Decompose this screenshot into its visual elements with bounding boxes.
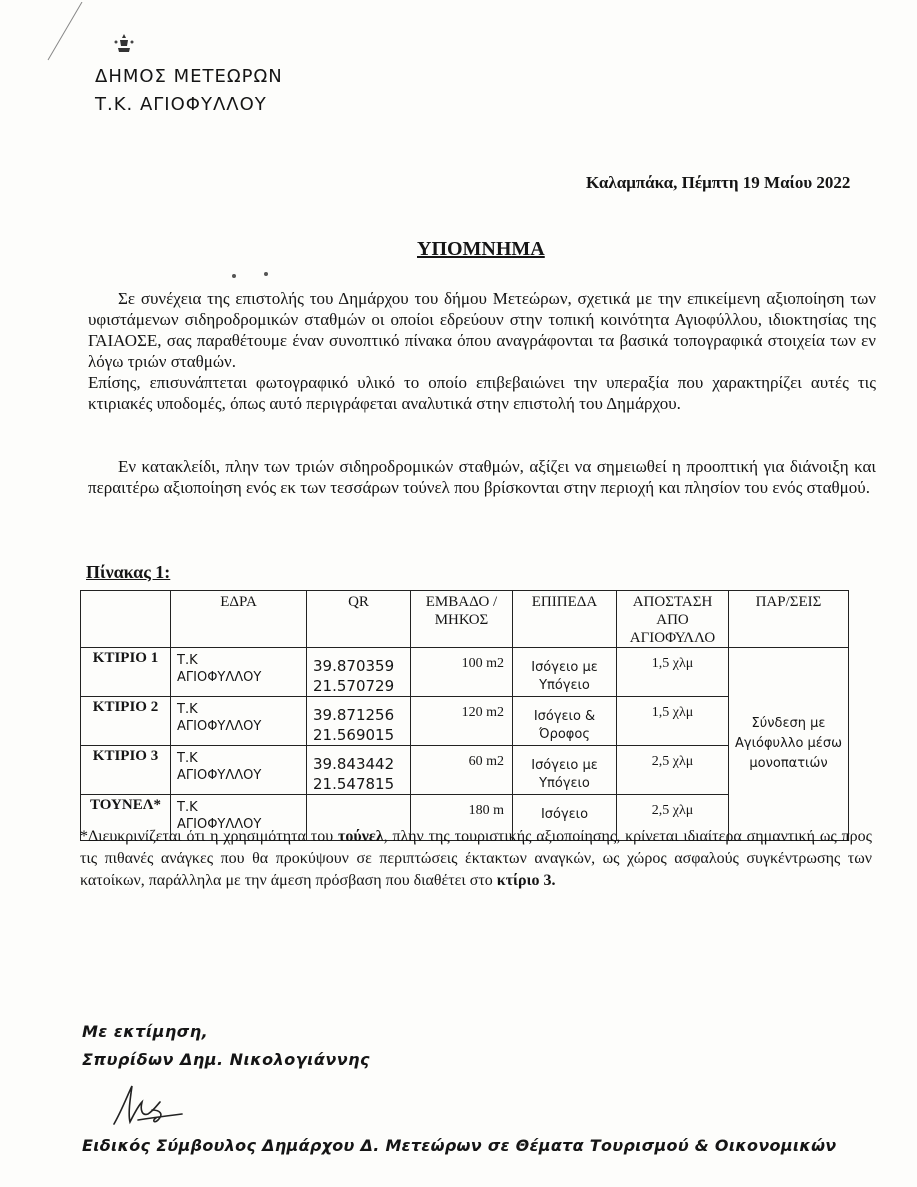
signatory-name: Σπυρίδων Δημ. Νικολογιάννης — [82, 1050, 371, 1069]
row-area: 180 m — [411, 795, 513, 841]
footnote-bold: κτίριο 3. — [496, 872, 556, 889]
header-cell-blank — [81, 591, 171, 648]
qr-latitude: 39.843442 — [313, 755, 395, 773]
row-distance: 2,5 χλμ — [617, 746, 729, 795]
stations-table — [80, 590, 849, 841]
row-seat — [171, 648, 307, 697]
seat-line: Τ.Κ — [177, 702, 198, 717]
row-area: 120 m2 — [411, 697, 513, 746]
row-distance: 1,5 χλμ — [617, 697, 729, 746]
row-levels — [513, 697, 617, 746]
row-name: ΚΤΙΡΙΟ 3 — [81, 746, 171, 795]
seat-line: ΑΓΙΟΦΥΛΛΟΥ — [177, 768, 262, 783]
community-name: Τ.Κ. ΑΓΙΟΦΥΛΛΟΥ — [95, 94, 267, 115]
row-levels — [513, 648, 617, 697]
row-qr — [307, 746, 411, 795]
table-header-row — [81, 591, 849, 648]
header-cell-distance: ΑΠΟΣΤΑΣΗ ΑΠΟ ΑΓΙΟΦΥΛΛΟ — [617, 591, 729, 648]
scan-speck — [264, 272, 268, 276]
municipality-name: ΔΗΜΟΣ ΜΕΤΕΩΡΩΝ — [95, 66, 283, 87]
levels-line: Ισόγειο με — [531, 660, 598, 675]
row-qr — [307, 648, 411, 697]
municipality-emblem-icon — [112, 32, 136, 54]
header-cell-levels: ΕΠΙΠΕΔΑ — [513, 591, 617, 648]
levels-line: Ισόγειο με — [531, 758, 598, 773]
row-levels — [513, 746, 617, 795]
document-title: ΥΠΟΜΝΗΜΑ — [417, 238, 545, 260]
row-distance: 1,5 χλμ — [617, 648, 729, 697]
footnote — [80, 826, 872, 892]
paragraph-photos: Επίσης, επισυνάπτεται φωτογραφικό υλικό το οποίο επιβεβαιώνει την υπεραξία που χαρακτηρίζει αυτές τις κτιριακές υποδομές, όπως αυτό περιγράφεται αναλυτικά στην επιστολή του Δημάρχου. — [88, 373, 876, 413]
handwritten-signature — [108, 1080, 188, 1140]
levels-line: Ισόγειο & — [533, 709, 596, 724]
signatory-role: Ειδικός Σύμβουλος Δημάρχου Δ. Μετεώρων σε Θέματα Τουρισμού & Οικονομικών — [82, 1136, 837, 1155]
footnote-bold: τούνελ — [338, 828, 384, 845]
table-row — [81, 648, 849, 697]
remarks-cell: Σύνδεση με Αγιόφυλλο μέσω μονοπατιών — [729, 648, 849, 841]
row-name: ΚΤΙΡΙΟ 2 — [81, 697, 171, 746]
qr-longitude: 21.569015 — [313, 726, 395, 744]
row-area: 100 m2 — [411, 648, 513, 697]
levels-line: Όροφος — [539, 727, 590, 742]
scan-mark — [44, 2, 84, 62]
seat-line: ΑΓΙΟΦΥΛΛΟΥ — [177, 670, 262, 685]
seat-line: Τ.Κ — [177, 800, 198, 815]
header-cell-qr: QR — [307, 591, 411, 648]
row-name: ΚΤΙΡΙΟ 1 — [81, 648, 171, 697]
header-cell-remarks: ΠΑΡ/ΣΕΙΣ — [729, 591, 849, 648]
levels-line: Υπόγειο — [539, 678, 590, 693]
dateline: Καλαμπάκα, Πέμπτη 19 Μαίου 2022 — [586, 173, 851, 192]
paragraph-tunnel: Εν κατακλείδι, πλην των τριών σιδηροδρομικών σταθμών, αξίζει να σημειωθεί η προοπτική για διάνοιξη και περαιτέρω αξιοποίηση ενός εκ των τεσσάρων τούνελ που βρίσκονται στην περιοχή και πλησίον του ενός σταθμού. — [88, 457, 876, 497]
qr-latitude: 39.870359 — [313, 657, 395, 675]
levels-line: Ισόγειο — [540, 807, 589, 822]
closing-greeting: Με εκτίμηση, — [82, 1022, 209, 1041]
row-area: 60 m2 — [411, 746, 513, 795]
qr-longitude: 21.570729 — [313, 677, 395, 695]
footnote-text: , πλην της τουριστικής αξιοποίησης, κρίνεται ιδιαίτερα σημαντική ως προς τις πιθανές ανάγκες που θα προκύψουν σε περιπτώσεις έκτακτων αναγκών, ως χώρος ασφαλούς συγκέντρωσης των κατοίκων, παράλληλα με την άμεση πρόσβαση που διαθέτει στο — [80, 828, 873, 889]
header-cell-seat: ΕΔΡΑ — [171, 591, 307, 648]
row-seat — [171, 697, 307, 746]
scan-speck — [232, 274, 236, 278]
row-seat — [171, 746, 307, 795]
seat-line: ΑΓΙΟΦΥΛΛΟΥ — [177, 719, 262, 734]
row-name: ΤΟΥΝΕΛ* — [81, 795, 171, 841]
row-qr — [307, 697, 411, 746]
footnote-text: *Διευκρινίζεται ότι η χρησιμότητα του — [80, 828, 339, 845]
seat-line: Τ.Κ — [177, 751, 198, 766]
qr-latitude: 39.871256 — [313, 706, 395, 724]
paragraph-intro: Σε συνέχεια της επιστολής του Δημάρχου του δήμου Μετεώρων, σχετικά με την επικείμενη αξιοποίηση των υφιστάμενων σιδηροδρομικών σταθμών οι οποίοι εδρεύουν στην τοπική κοινότητα Αγιοφύλλου, ιδιοκτησίας της ΓΑΙΑΟΣΕ, σας παραθέτουμε έναν συνοπτικό πίνακα όπου αναγράφονται τα βασικά τοπογραφικά στοιχεία των εν λόγω τριών σταθμών. — [88, 289, 876, 371]
qr-longitude: 21.547815 — [313, 775, 395, 793]
table-caption: Πίνακας 1: — [86, 562, 171, 582]
seat-line: Τ.Κ — [177, 653, 198, 668]
header-cell-area: ΕΜΒΑΔΟ / ΜΗΚΟΣ — [411, 591, 513, 648]
seat-line: ΑΓΙΟΦΥΛΛΟΥ — [177, 817, 262, 832]
levels-line: Υπόγειο — [539, 776, 590, 791]
row-distance: 2,5 χλμ — [617, 795, 729, 841]
